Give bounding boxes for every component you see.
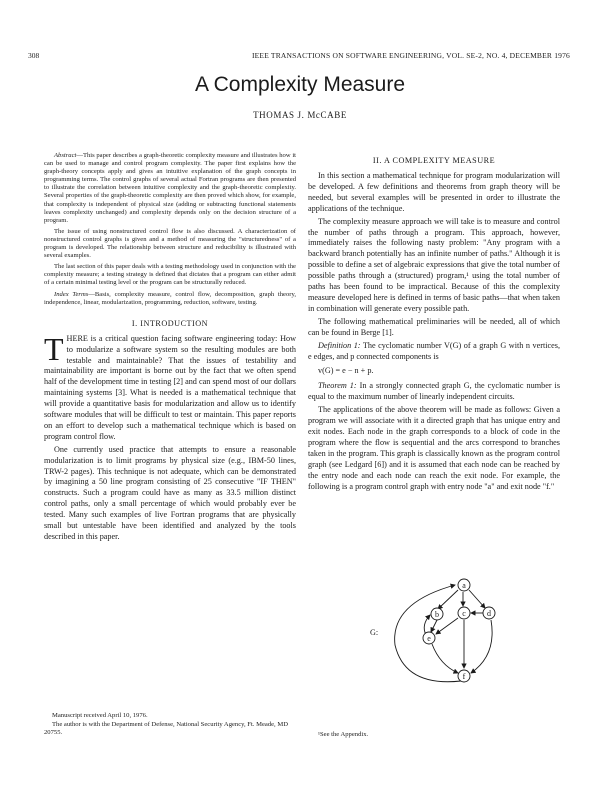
theorem-lead: Theorem 1: xyxy=(318,381,357,391)
footnote-received: Manuscript received April 10, 1976. xyxy=(52,712,148,719)
theorem-1 xyxy=(308,381,560,403)
introduction-body xyxy=(44,330,296,543)
index-terms xyxy=(44,291,296,307)
theorem-text: In a strongly connected graph G, the cyclomatic number is equal to the maximum number of linearly independent circuits. xyxy=(308,381,561,402)
s2-paragraph-1: In this section a mathematical technique for program modularization will be developed. A few definitions and theorems from graph theory will be needed, but several examples will be presented in order to illustrate the applications of the technique. xyxy=(308,171,560,213)
control-graph xyxy=(385,575,515,693)
left-column xyxy=(44,152,296,545)
section-heading-introduction: I. INTRODUCTION xyxy=(131,318,209,328)
drop-cap: T xyxy=(44,330,64,367)
cyclomatic-equation: v(G) = e − n + p. xyxy=(318,366,374,376)
edge-d-f xyxy=(471,620,492,673)
graph-label: G: xyxy=(370,628,379,637)
intro-paragraph-2: One currently used practice that attempts to ensure a reasonable modularization is to limit programs by physical size (e.g., IBM-50 lines, TRW-2 pages). This technique is not adequate, which can be demonstrated by imagining a 50 line program consisting of 25 consecutive "IF THEN" constructs. Such a program could have as many as 33.5 million distinct control paths, only a small percentage of which would probably ever be tested. Many such examples of live Fortran programs that are physically small but untestable have been identified and analyzed by the tools described in this paper. xyxy=(44,444,296,541)
intro-paragraph-1 xyxy=(44,330,296,443)
edge-b-e xyxy=(431,620,437,632)
graph-node: b xyxy=(435,609,439,619)
abstract-paragraph-2: The issue of using nonstructured control flow is also discussed. A characterization of nonstructured control graphs is given and a method of measuring the "structuredness" of a program is developed. The relationship between structure and reducibility is illustrated with several examples. xyxy=(44,227,296,260)
footnote-manuscript xyxy=(44,712,296,738)
abstract-paragraph-3: The last section of this paper deals with a testing methodology used in conjunction with the complexity measure; a testing strategy is defined that dictates that a program can either admit of a certain minimal testing level or the program can be structurally reduced. xyxy=(44,263,296,287)
definition-text: The cyclomatic number V(G) of a graph G with n vertices, e edges, and p connected components is xyxy=(308,340,560,361)
abstract-text: —This paper describes a graph-theoretic complexity measure and illustrates how it can be used to manage and control program complexity. The paper first explains how the graph-theory concepts apply and gives an intuitive explanation of the graph concepts in programming terms. The control graphs of several actual Fortran programs are then presented to illustrate the correlation between intuitive complexity and the graph-theoretic complexity. Several properties of the graph-theoretic complexity are then proved which show, for example, that complexity is independent of physical size (adding or subtracting functional statements leaves complexity unchanged) and complexity depends only on the decision structure of a program. xyxy=(44,152,296,224)
graph-node: e xyxy=(427,633,431,643)
right-column xyxy=(308,152,560,494)
edge-a-d xyxy=(469,590,485,608)
journal-header: IEEE TRANSACTIONS ON SOFTWARE ENGINEERING, VOL. SE-2, NO. 4, DECEMBER 1976 xyxy=(251,51,570,60)
s2-paragraph-2: The complexity measure approach we will take is to measure and control the number of paths through a program. This approach, however, immediately raises the following nasty problem: "Any program with a backward branch potentially has an infinite number of paths." Although it is possible to define a set of algebraic expressions that give the total number of possible paths through a (structured) program,¹ using the total number of paths has been found to be impractical. Because of this the complexity measure developed here is defined in terms of basic paths—that when taken in combination will generate every possible path. xyxy=(308,216,560,313)
section-heading-complexity-measure: II. A COMPLEXITY MEASURE xyxy=(372,156,496,165)
edge-c-e xyxy=(436,618,458,634)
edge-e-f xyxy=(432,644,458,673)
abstract-lead: Abstract xyxy=(54,152,77,159)
graph-node: d xyxy=(487,608,491,618)
paper-title: A Complexity Measure xyxy=(194,73,406,96)
graph-node: c xyxy=(462,608,466,618)
author-name: THOMAS J. McCABE xyxy=(253,110,347,120)
abstract-paragraph xyxy=(44,152,296,225)
graph-node: f xyxy=(462,671,466,681)
footnote-appendix: ¹See the Appendix. xyxy=(318,731,369,738)
abstract xyxy=(44,152,296,307)
edge-a-b xyxy=(438,590,458,609)
page-number: 308 xyxy=(28,51,40,60)
definition-1 xyxy=(308,341,560,363)
index-terms-text: —Basis, complexity measure, control flow, decomposition, graph theory, independence, linear, modularization, programming, reduction, software, testing. xyxy=(44,290,296,306)
graph-node: a xyxy=(462,580,466,590)
s2-paragraph-3: The following mathematical preliminaries will be needed, all of which can be found in Berge [1]. xyxy=(308,316,560,337)
index-terms-lead: Index Terms xyxy=(54,290,89,298)
section2-body xyxy=(308,171,560,492)
s2-paragraph-4: The applications of the above theorem will be made as follows: Given a program we will associate with it a directed graph that has unique entry and exit nodes. Each node in the graph corresponds to a block of code in the program where the flow is sequential and the arcs correspond to branches taken in the program. This graph is classically known as the program control graph (see Ledgard [6]) and it is assumed that each node can be reached by the entry node and each node can reach the exit node. For example, the following is a program control graph with entry node "a" and exit node "f." xyxy=(308,405,560,491)
definition-lead: Definition 1: xyxy=(318,340,361,350)
intro-paragraph-1-text: HERE is a critical question facing software engineering today: How to modularize a software system so the resulting modules are both testable and maintainable? That the issues of testability and maintainability are important is borne out by the fact that we often spend half of the development time in testing [2] and can spend most of our dollars maintaining systems [3]. What is needed is a mathematical technique that will provide a quantitative basis for modularization and allow us to identify software modules that will be difficult to test or maintain. This paper reports on an effort to develop such a mathematical technique which is based on program control flow. xyxy=(44,333,296,441)
footnote-affiliation: The author is with the Department of Defense, National Security Agency, Ft. Meade, MD 20755. xyxy=(44,720,288,736)
